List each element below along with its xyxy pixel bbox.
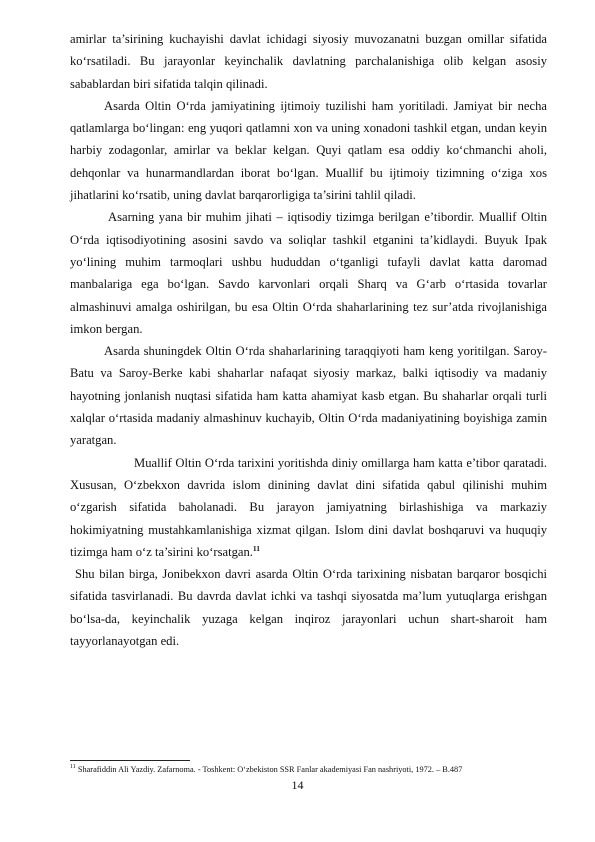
paragraph-5 <box>70 452 547 563</box>
paragraph-3: Asarning yana bir muhim jihati – iqtisodiy tizimga berilgan e’tibordir. Muallif Oltin O‘rda iqtisodiyotining asosini savdo va soliqlar tashkil etganini ta’kidlaydi. Buyuk Ipak yo‘lining muhim tarmoqlari ushbu hududdan o‘tganligi tufayli davlat katta daromad manbalariga ega bo‘lgan. Savdo karvonlari orqali Sharq va G‘arb o‘rtasida tovarlar almashinuvi amalga oshirilgan, bu esa Oltin O‘rda shaharlarining tez sur’atda rivojlanishiga imkon bergan. <box>70 210 547 336</box>
footnote-number: 11 <box>70 764 76 771</box>
paragraph-1: amirlar ta’sirining kuchayishi davlat ichidagi siyosiy muvozanatni buzgan omillar sifatida ko‘rsatiladi. Bu jarayonlar keyinchalik davlatning parchalanishiga olib kelgan asosiy sabablardan biri sifatida talqin qilinadi. <box>70 32 547 91</box>
paragraph-5-text: Muallif Oltin O‘rda tarixini yoritishda diniy omillarga ham katta e’tibor qaratadi. Xususan, O‘zbekxon davrida islom dinining davlat dini sifatida qabul qilinishi muhim o‘zgarish sifatida baholanadi. Bu jarayon jamiyatning birlashishiga va markaziy hokimiyatning mustahkamlanishiga xizmat qilgan. Islom dini davlat boshqaruvi va huquqiy tizimga ham o‘z ta’sirini ko‘rsatgan. <box>70 455 547 559</box>
paragraph-2: Asarda Oltin O‘rda jamiyatining ijtimoiy tuzilishi ham yoritiladi. Jamiyat bir necha qatlamlarga bo‘lingan: eng yuqori qatlamni xon va uning xonadoni tashkil etgan, undan keyin harbiy zodagonlar, amirlar va beklar kelgan. Quyi qatlam esa oddiy ko‘chmanchi aholi, dehqonlar va hunarmandlardan iborat bo‘lgan. Muallif bu ijtimoiy tizimning o‘ziga xos jihatlarini ko‘rsatib, uning davlat barqarorligiga ta’sirini tahlil qiladi. <box>70 98 547 203</box>
paragraph-6: Shu bilan birga, Jonibekxon davri asarda Oltin O‘rda tarixining nisbatan barqaror bosqichi sifatida tasvirlanadi. Bu davrda davlat ichki va tashqi siyosatda ma’lum yutuqlarga erishgan bo‘lsa-da, keyinchalik yuzaga kelgan inqiroz jarayonlari uchun shart-sharoit ham tayyorlanayotgan edi. <box>70 567 547 649</box>
footnote-ref-11[interactable]: 11 <box>252 543 260 553</box>
footnote-text: Sharafiddin Ali Yazdiy. Zafarnoma. - Toshkent: O‘zbekiston SSR Fanlar akademiyasi Fan nashriyoti, 1972. – B.487 <box>75 765 463 774</box>
page-number: 14 <box>291 778 304 792</box>
paragraph-4: Asarda shuningdek Oltin O‘rda shaharlarining taraqqiyoti ham keng yoritilgan. Saroy-Batu va Saroy-Berke kabi shaharlar nafaqat siyosiy markaz, balki iqtisodiy va madaniy hayotning jonlanish nuqtasi sifatida ham katta ahamiyat kasb etgan. Bu shaharlar orqali turli xalqlar o‘rtasida madaniy almashinuv kuchayib, Oltin O‘rda madaniyatining boyishiga zamin yaratgan. <box>70 344 547 448</box>
document-body <box>70 28 547 652</box>
footnote-divider <box>70 760 190 761</box>
footnote <box>70 764 547 775</box>
